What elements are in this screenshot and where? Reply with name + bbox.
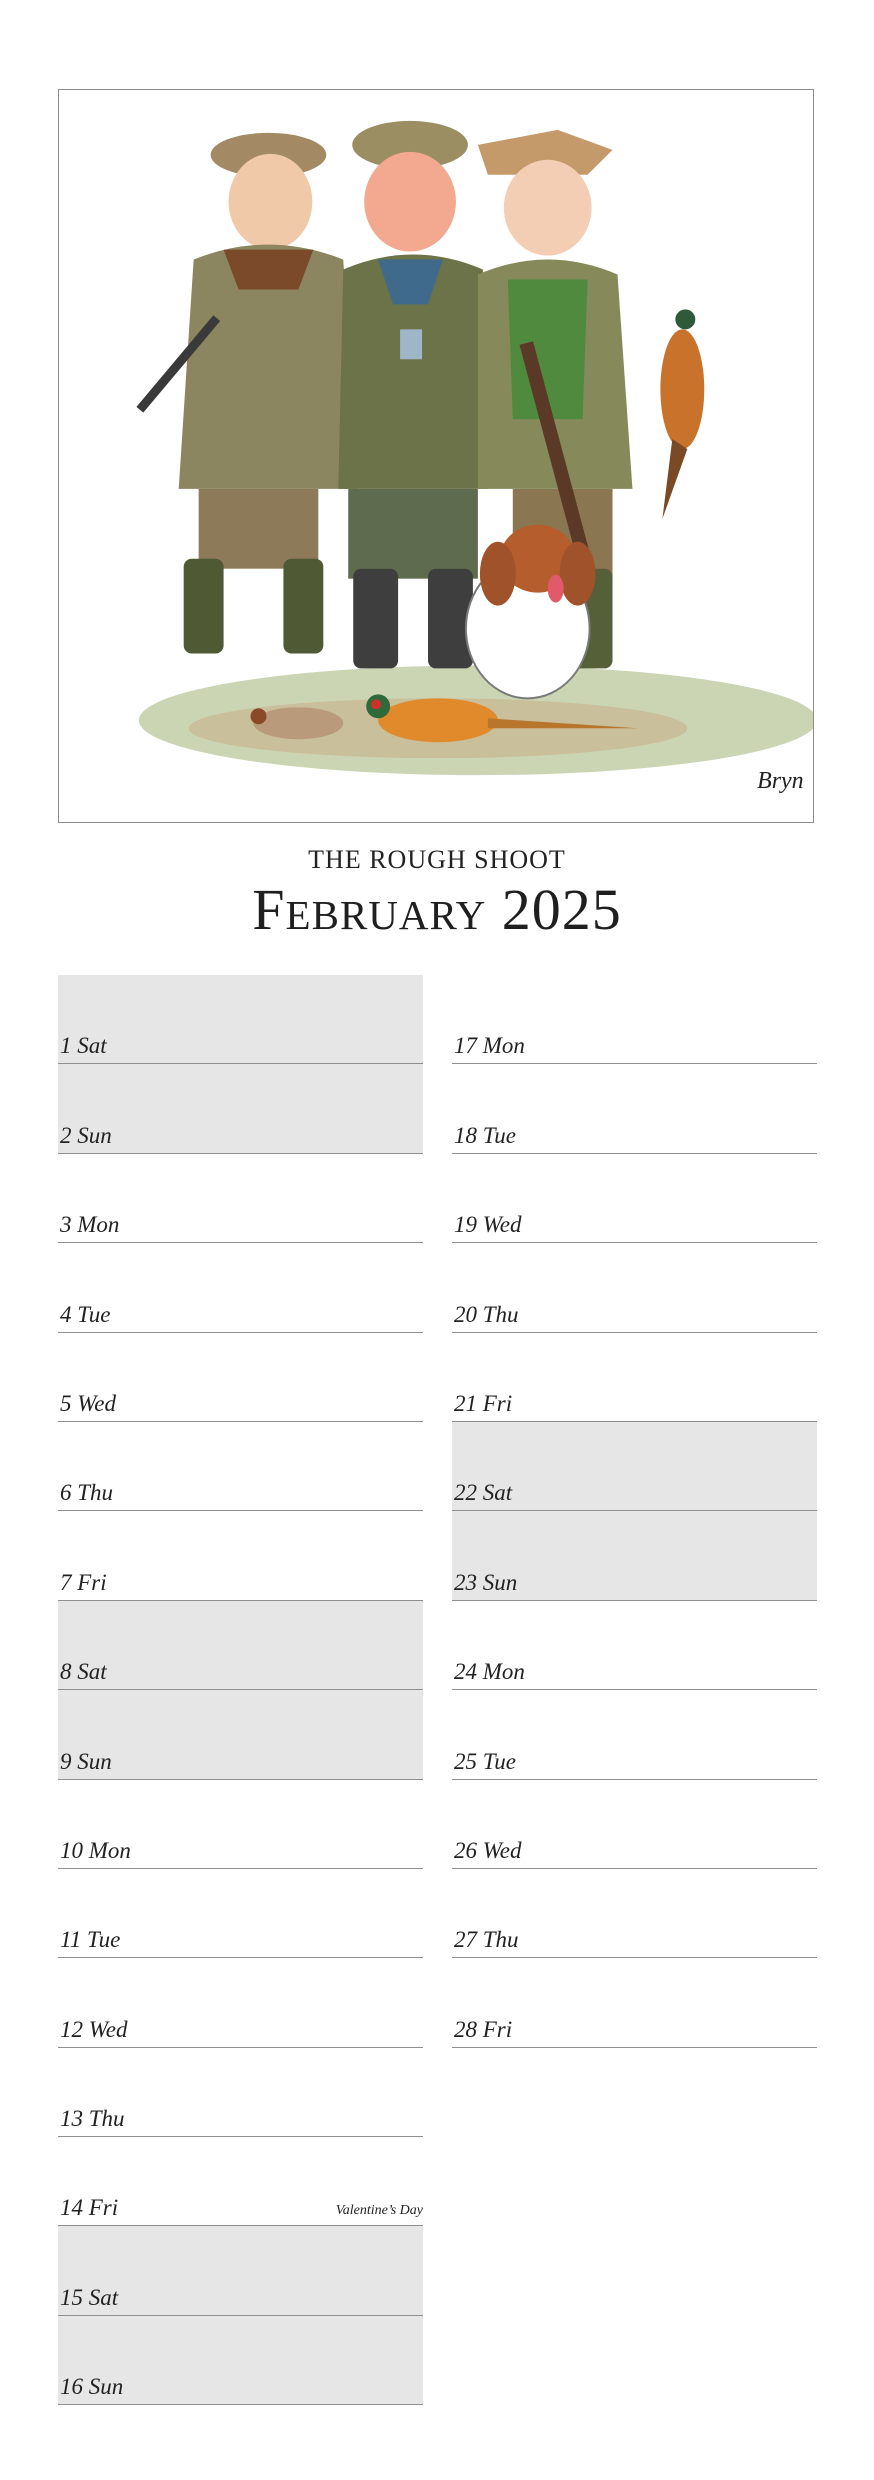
day-label: 14 Fri <box>60 2195 119 2221</box>
day-row[interactable] <box>452 1601 817 1690</box>
day-label: 10 Mon <box>60 1837 131 1863</box>
illustration-subtitle: THE ROUGH SHOOT <box>308 845 566 874</box>
day-label: 20 Thu <box>454 1301 519 1327</box>
day-row[interactable] <box>58 1422 423 1511</box>
month-title: February 2025 <box>252 877 622 942</box>
day-label: 8 Sat <box>60 1659 107 1685</box>
day-row[interactable] <box>452 1333 817 1422</box>
day-label: 2 Sun <box>60 1122 112 1148</box>
man-flat-cap-centre <box>338 121 488 669</box>
day-label: 7 Fri <box>60 1569 107 1595</box>
day-row[interactable] <box>452 1958 817 2047</box>
day-row[interactable] <box>58 1601 423 1690</box>
day-label: 23 Sun <box>454 1569 518 1595</box>
day-label: 5 Wed <box>60 1390 117 1416</box>
day-label: 11 Tue <box>60 1927 121 1953</box>
day-row[interactable] <box>452 975 817 1064</box>
day-label: 19 Wed <box>454 1212 522 1238</box>
day-row[interactable] <box>452 1064 817 1153</box>
day-row[interactable] <box>58 1154 423 1243</box>
day-row[interactable] <box>452 1422 817 1511</box>
day-row[interactable] <box>452 1869 817 1958</box>
day-label: 9 Sun <box>60 1748 112 1774</box>
day-label: 13 Thu <box>60 2106 125 2132</box>
day-row[interactable] <box>58 1243 423 1332</box>
cartoon-illustration <box>58 89 814 823</box>
day-label: 15 Sat <box>60 2284 119 2310</box>
days-column-left <box>58 975 423 2405</box>
day-row[interactable] <box>58 2048 423 2137</box>
day-label: 1 Sat <box>60 1033 107 1059</box>
day-row[interactable] <box>58 2137 423 2226</box>
holiday-note: Valentine’s Day <box>335 2203 423 2219</box>
day-label: 16 Sun <box>60 2374 124 2400</box>
hanging-pheasants <box>660 309 704 518</box>
days-column-right <box>452 975 817 2048</box>
day-label: 27 Thu <box>454 1927 519 1953</box>
day-row[interactable] <box>452 1690 817 1779</box>
artist-signature: Bryn <box>757 768 804 795</box>
man-flat-cap-left <box>136 133 358 654</box>
day-row[interactable] <box>58 1958 423 2047</box>
day-label: 26 Wed <box>454 1837 522 1863</box>
day-row[interactable] <box>58 2316 423 2405</box>
day-row[interactable] <box>58 1064 423 1153</box>
day-row[interactable] <box>452 1780 817 1869</box>
day-label: 22 Sat <box>454 1480 513 1506</box>
day-label: 12 Wed <box>60 2016 128 2042</box>
day-label: 18 Tue <box>454 1122 516 1148</box>
day-label: 28 Fri <box>454 2016 513 2042</box>
day-label: 4 Tue <box>60 1301 111 1327</box>
day-row[interactable] <box>58 1690 423 1779</box>
day-row[interactable] <box>452 1511 817 1600</box>
day-row[interactable] <box>58 1511 423 1600</box>
day-row[interactable] <box>58 1780 423 1869</box>
day-row[interactable] <box>58 2226 423 2315</box>
day-row[interactable] <box>452 1154 817 1243</box>
day-label: 6 Thu <box>60 1480 114 1506</box>
day-label: 17 Mon <box>454 1033 525 1059</box>
spaniel-dog <box>466 525 596 699</box>
day-row[interactable] <box>58 1869 423 1958</box>
day-row[interactable] <box>452 1243 817 1332</box>
day-label: 25 Tue <box>454 1748 516 1774</box>
day-label: 21 Fri <box>454 1390 513 1416</box>
day-label: 24 Mon <box>454 1659 525 1685</box>
day-row[interactable] <box>58 1333 423 1422</box>
day-row[interactable] <box>58 975 423 1064</box>
day-label: 3 Mon <box>60 1212 120 1238</box>
